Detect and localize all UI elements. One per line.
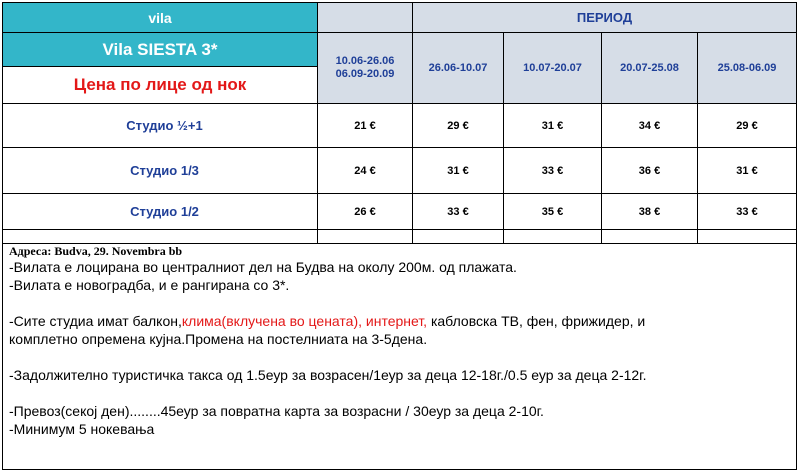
- transfer-line: -Превоз(секој ден)........45еур за повратна карта за возрасни / 30еур за деца 2-10г.: [9, 403, 544, 419]
- price-cell: 29 €: [698, 104, 797, 148]
- price-cell: 31 €: [698, 148, 797, 194]
- spacer: [9, 384, 796, 402]
- row-label-studio-1-2: Студио 1/2: [3, 194, 318, 230]
- price-cell: 36 €: [602, 148, 698, 194]
- empty-row-cell: [3, 230, 318, 244]
- built-line: -Вилата е новоградба, и е рангирана со 3*.: [9, 277, 290, 293]
- empty-row-cell: [504, 230, 602, 244]
- period-col-3: 10.07-20.07: [504, 33, 602, 104]
- period-col-4: 20.07-25.08: [602, 33, 698, 104]
- row-label-studio-half-plus-1: Студио ½+1: [3, 104, 318, 148]
- spacer: [9, 294, 796, 312]
- price-cell: 38 €: [602, 194, 698, 230]
- price-note: Цена по лице од нок: [3, 67, 318, 104]
- location-line: -Вилата е лоцирана во централниот дел на Будва на околу 200м. од плажата.: [9, 259, 517, 275]
- period-col-5: 25.08-06.09: [698, 33, 797, 104]
- price-cell: 26 €: [318, 194, 413, 230]
- tax-line: -Задолжително туристичка такса од 1.5еур за возрасен/1еур за деца 12-18г./0.5 еур за деца 2-12г.: [9, 367, 647, 383]
- minimum-stay-line: -Минимум 5 нокевања: [9, 421, 155, 437]
- price-cell: 31 €: [504, 104, 602, 148]
- price-cell: 33 €: [413, 194, 504, 230]
- price-cell: 35 €: [504, 194, 602, 230]
- spacer: [9, 348, 796, 366]
- price-cell: 24 €: [318, 148, 413, 194]
- header-period: ПЕРИОД: [413, 3, 797, 33]
- empty-row-cell: [602, 230, 698, 244]
- row-label-studio-1-3: Студио 1/3: [3, 148, 318, 194]
- price-cell: 31 €: [413, 148, 504, 194]
- period-col-1: [318, 33, 413, 104]
- price-cell: 29 €: [413, 104, 504, 148]
- price-cell: 33 €: [698, 194, 797, 230]
- price-cell: 33 €: [504, 148, 602, 194]
- price-cell: 34 €: [602, 104, 698, 148]
- amenities-prefix: -Сите студиа имат балкон,: [9, 313, 182, 329]
- price-cell: 21 €: [318, 104, 413, 148]
- amenities-suffix: кабловска ТВ, фен, фрижидер, и: [427, 313, 646, 329]
- header-vila: vila: [3, 3, 318, 33]
- villa-name: Vila SIESTA 3*: [3, 33, 318, 67]
- amenities-highlight: клима(вклучена во цената), интернет,: [181, 313, 428, 329]
- amenities-line-2: комплетно опремена кујна.Промена на постелниата на 3-5дена.: [9, 331, 428, 347]
- period-col-2: 26.06-10.07: [413, 33, 504, 104]
- period-1-line2: 06.09-20.09: [335, 68, 395, 80]
- address-line: Адреса: Budva, 29. Novembra bb: [9, 244, 183, 258]
- empty-row-cell: [698, 230, 797, 244]
- amenities-line: [9, 312, 796, 330]
- header-spacer: [318, 3, 413, 33]
- empty-row-cell: [413, 230, 504, 244]
- period-1-line1: 10.06-26.06: [335, 55, 395, 67]
- info-section: [3, 244, 796, 469]
- empty-row-cell: [318, 230, 413, 244]
